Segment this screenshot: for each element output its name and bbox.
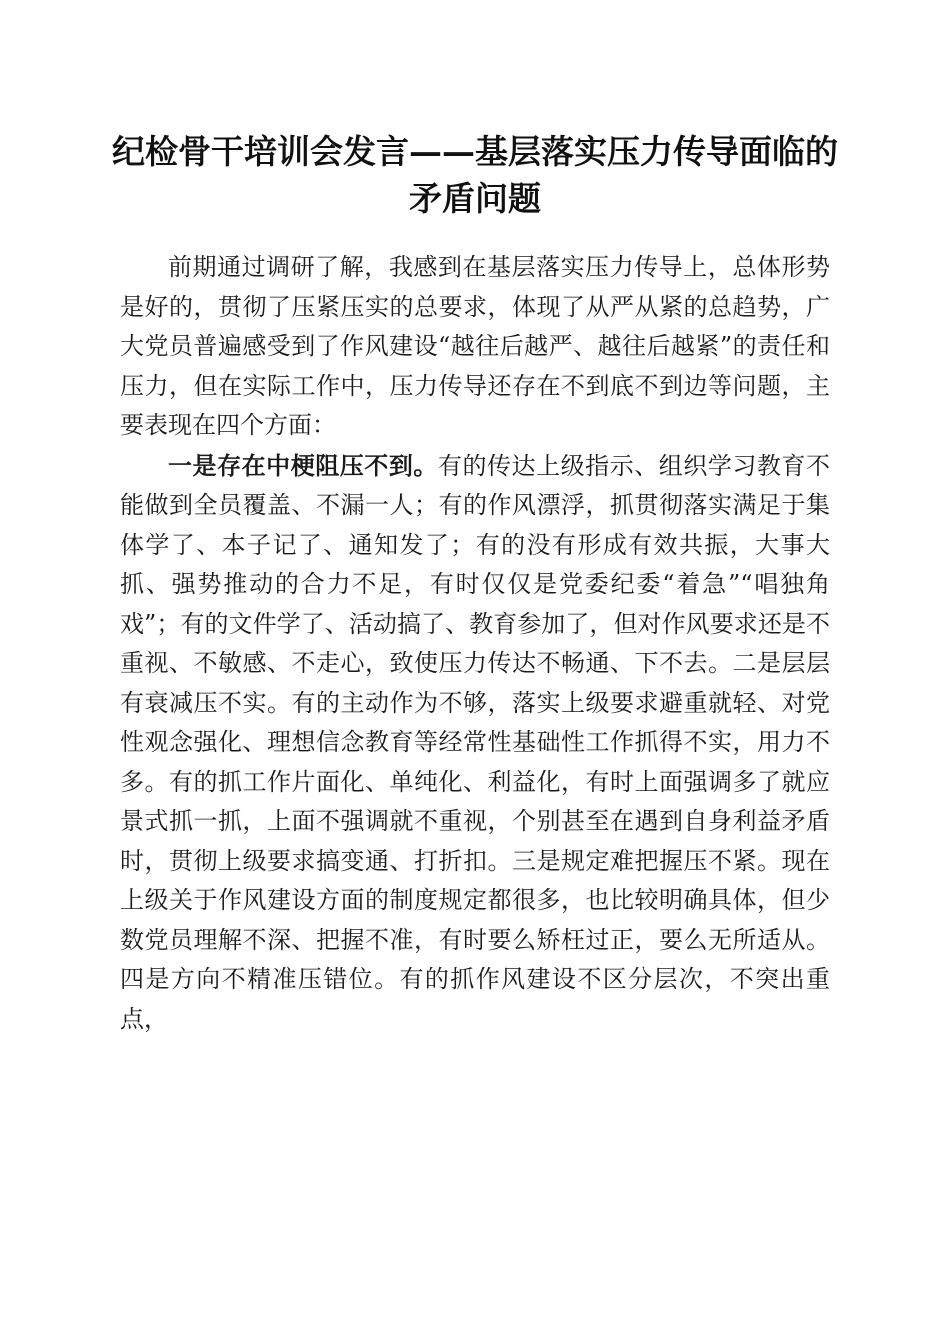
paragraph-lead-heading: 一是存在中梗阻压不到。 [168, 450, 438, 480]
paragraph-issues-text: 有的传达上级指示、组织学习教育不能做到全员覆盖、不漏一人；有的作风漂浮，抓贯彻落实满足于集体学了、本子记了、通知发了；有的没有形成有效共振，大事大抓、强势推动的合力不足，有时仅仅是党委纪委“着急”“唱独角戏”；有的文件学了、活动搞了、教育参加了，但对作风要求还是不重视、不敏感、不走心，致使压力传达不畅通、下不去。二是层层有衰减压不实。有的主动作为不够，落实上级要求避重就轻、对党性观念强化、理想信念教育等经常性基础性工作抓得不实，用力不多。有的抓工作片面化、单纯化、利益化，有时上面强调多了就应景式抓一抓，上面不强调就不重视，个别甚至在遇到自身利益矛盾时，贯彻上级要求搞变通、打折扣。三是规定难把握压不紧。现在上级关于作风建设方面的制度规定都很多，也比较明确具体，但少数党员理解不深、把握不准，有时要么矫枉过正，要么无所适从。四是方向不精准压错位。有的抓作风建设不区分层次，不突出重点， [120, 451, 831, 1033]
paragraph-issues [120, 446, 830, 1040]
document-title: 纪检骨干培训会发言——基层落实压力传导面临的矛盾问题 [112, 132, 838, 218]
document-body [120, 248, 830, 1039]
paragraph-intro: 前期通过调研了解，我感到在基层落实压力传导上，总体形势是好的，贯彻了压紧压实的总要求，体现了从严从紧的总趋势，广大党员普遍感受到了作风建设“越往后越严、越往后越紧”的责任和压力，但在实际工作中，压力传导还存在不到底不到边等问题，主要表现在四个方面： [120, 253, 830, 439]
